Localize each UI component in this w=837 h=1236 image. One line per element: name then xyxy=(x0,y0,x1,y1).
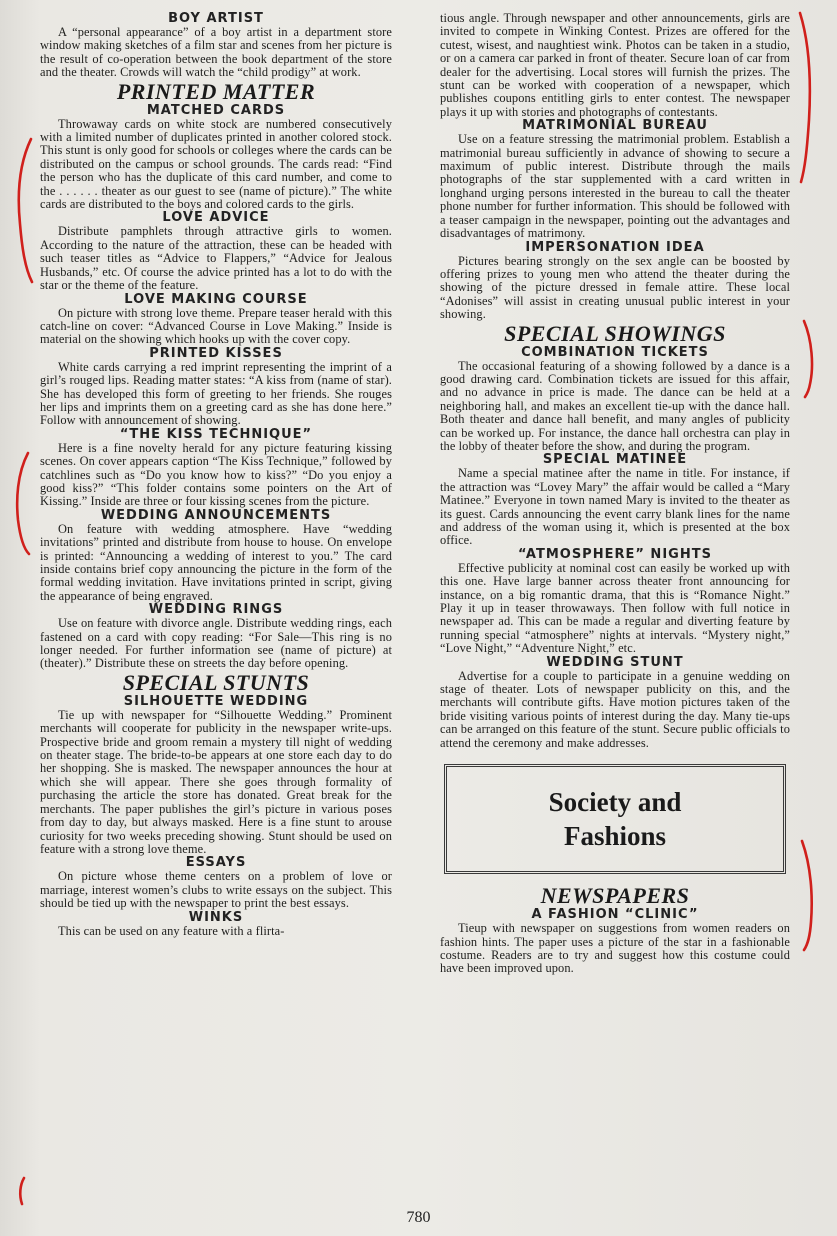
paragraph: Use on feature with divorce angle. Distribute wedding rings, each fastened on a card with copy reading: “For Sale—This ring is no longer needed. For further information see (name of picture) at (theater).” Distribute these on streets the day before opening. xyxy=(40,616,392,671)
section-heading: “THE KISS TECHNIQUE” xyxy=(119,426,313,442)
paragraph: Here is a fine novelty herald for any picture featuring kissing scenes. On cover appears caption “The Kiss Technique,” followed by catchlines such as “Do you know how to kiss?” “Do you enjoy a good kiss?” “This folder contains some pointers on the Art of Kissing.” Inside are three or four kissing scenes from the picture. xyxy=(40,440,392,509)
section-heading: WEDDING STUNT xyxy=(546,654,684,670)
red-margin-mark xyxy=(8,450,34,558)
red-margin-mark xyxy=(795,10,815,185)
paragraph: On picture with strong love theme. Prepare teaser herald with this catch-line on cover: “Advanced Course in Love Making.” Inside is material on the showing which hooks up with the cover copy. xyxy=(40,305,392,347)
section-title: PRINTED MATTER xyxy=(116,78,316,104)
section-heading: PRINTED KISSES xyxy=(149,345,283,361)
section-heading: MATRIMONIAL BUREAU xyxy=(522,118,708,134)
banner-title: Society and Fashions xyxy=(548,787,682,852)
section-banner-box xyxy=(444,764,786,874)
section-heading: ESSAYS xyxy=(185,855,247,871)
section-title: SPECIAL STUNTS xyxy=(122,669,310,695)
section-heading: BOY ARTIST xyxy=(168,11,264,26)
section-heading: MATCHED CARDS xyxy=(146,102,286,118)
paragraph: Effective publicity at nominal cost can easily be worked up with this one. Have large banner across theater front announcing for instance, on a big romantic drama, that this is “Romance Night.” Play it up in teaser throwaways. Then follow with full notice in newspaper ad. This can be made a regular and diverting feature by running special “atmosphere” nights at intervals. “Mystery night,” “Love Night,” “Adventure Night,” etc. xyxy=(440,560,790,656)
section-heading: LOVE ADVICE xyxy=(162,210,270,226)
paragraph: This can be used on any feature with a flirta- xyxy=(58,923,285,938)
section-heading: LOVE MAKING COURSE xyxy=(124,291,308,307)
paragraph: On picture whose theme centers on a problem of love or marriage, interest women’s clubs to write essays on the subject. This should be tied up with the newspaper to print the best essays. xyxy=(40,869,392,911)
paragraph: On feature with wedding atmosphere. Have “wedding invitations” printed and distribute from house to house. On envelope is printed: “Announcing a wedding of interest to you.” The card inside contains brief copy announcing the picture in the form of the formal wedding invitation. Have invitations printed in script, giving the appearance of being engraved. xyxy=(40,521,392,603)
red-margin-mark xyxy=(10,136,36,286)
paragraph: The occasional featuring of a showing followed by a dance is a good drawing card. Combination tickets are issued for this affair, and no advance in price is made. The dance can be held at a neighboring hall, and makes an excellent tie-up with the dance hall. Both theater and dance hall benefit, and many angles of publicity can be worked up. For instance, the dance hall orchestra can play in the lobby of theater before the show, and during the program. xyxy=(440,358,790,453)
paragraph: Pictures bearing strongly on the sex angle can be boosted by offering prizes to young men who attend the theater during the showing of the picture dressed in female attire. These local “Adonises” will assist in creating unusual public interest in your showing. xyxy=(440,253,790,322)
section-heading: A FASHION “CLINIC” xyxy=(531,907,699,923)
section-heading: WINKS xyxy=(188,909,244,925)
right-column xyxy=(440,12,790,976)
red-margin-mark xyxy=(800,318,818,400)
paragraph: Advertise for a couple to participate in a genuine wedding on stage of theater. Lots of newspaper publicity on this, and the merchants will contribute gifts. Have motion pictures taken of the bride visiting various points of interest during the day. Many tie-ups can be arranged on this feature of the stunt. Secure public officials to attend the ceremony and make addresses. xyxy=(440,668,790,750)
section-heading: IMPERSONATION IDEA xyxy=(525,239,705,255)
paragraph: Distribute pamphlets through attractive girls to women. According to the nature of the attraction, these can be headed with such teaser titles as “Advice to Flappers,” “Advice for Jealous Husbands,” etc. Of course the advice printed has a lot to do with the star or the theme of the feature. xyxy=(40,224,392,293)
section-heading: “ATMOSPHERE” NIGHTS xyxy=(518,546,712,562)
paragraph: Use on a feature stressing the matrimonial problem. Establish a matrimonial bureau sufficiently in advance of showing to secure a maximum of public interest. Distribute through the mails photographs of the star supplemented with a card written in longhand urging persons interested in the bureau to call the theater phone number for further information. This should be followed with a teaser campaign in the newspaper, pointing out the advantages and disadvantages of matrimony. xyxy=(440,132,790,241)
section-heading: SPECIAL MATINEE xyxy=(542,452,688,468)
left-column xyxy=(40,12,392,938)
section-heading: WEDDING ANNOUNCEMENTS xyxy=(100,507,332,523)
paragraph: Throwaway cards on white stock are numbered consecutively with a limited number of duplicates printed in another colored stock. This stunt is only good for schools or colleges where the cards can be distributed on the campus or school grounds. The cards read: “Find the person who has the duplicate of this card number, and come to the . . . . . . theater as our guest to see (name of picture).” The white cards are distributed to the boys and colored cards to the girls. xyxy=(40,116,392,212)
red-margin-mark xyxy=(10,1175,30,1207)
page-number: 780 xyxy=(406,1209,431,1226)
section-title: NEWSPAPERS xyxy=(540,883,690,909)
red-margin-mark xyxy=(797,838,817,953)
paragraph: White cards carrying a red imprint representing the imprint of a girl’s rouged lips. Reading matter states: “A kiss from (name of star). She has developed this form of greeting to her friends. She rouges her lips and imprints them on a greeting card as she has done here.” Follow with announcement of showing. xyxy=(40,359,392,428)
paragraph: Tieup with newspaper on suggestions from women readers on fashion hints. The paper uses a picture of the star in a fashionable costume. Readers are to try and suggest how this costume could have been improved upon. xyxy=(440,921,790,976)
section-title: SPECIAL SHOWINGS xyxy=(504,320,726,346)
section-heading: SILHOUETTE WEDDING xyxy=(123,693,309,709)
paragraph: Name a special matinee after the name in title. For instance, if the attraction was “Lovey Mary” the affair would be called a “Mary Matinee.” Everyone in town named Mary is invited to the theater as its guest. Cards announcing the event carry blank lines for the name and address of the woman using it, which is presented at the box office. xyxy=(440,466,790,548)
paragraph: A “personal appearance” of a boy artist in a department store window making sketches of a film star and scenes from her picture is the result of co-operation between the book department of the store and the theater. Crowds will watch the “child prodigy” at work. xyxy=(40,25,392,80)
section-heading: COMBINATION TICKETS xyxy=(521,344,709,360)
paragraph: Tie up with newspaper for “Silhouette Wedding.” Prominent merchants will cooperate for publicity in the newspaper write-ups. Prospective bride and groom remain a mystery till night of wedding on theater stage. The bride-to-be appears at one store each day to do her shopping. She is masked. The newspaper announces the hour at which she will appear. There she goes through formality of purchasing the article the store has donated. Great break for the merchants. The paper publishes the girl’s picture in various poses from day to day, but always masked. Here is a fine stunt to arouse curiosity for two weeks preceding showing. Stunt should be used on feature with a strong love theme. xyxy=(40,707,392,856)
paragraph: tious angle. Through newspaper and other announcements, girls are invited to compete in Winking Contest. Prizes are offered for the cutest, wisest, and naughtiest wink. Photos can be taken in a studio, or on a camera car parked in front of theater. Secure loan of car from dealer for the advertising. Local stores will furnish the prizes. The stunt can be worked with cooperation of a newspaper, which publishes coupons entitling girls to enter contest. The newspaper plays it up with stories and photographs of contestants. xyxy=(440,11,790,119)
section-heading: WEDDING RINGS xyxy=(148,602,284,618)
